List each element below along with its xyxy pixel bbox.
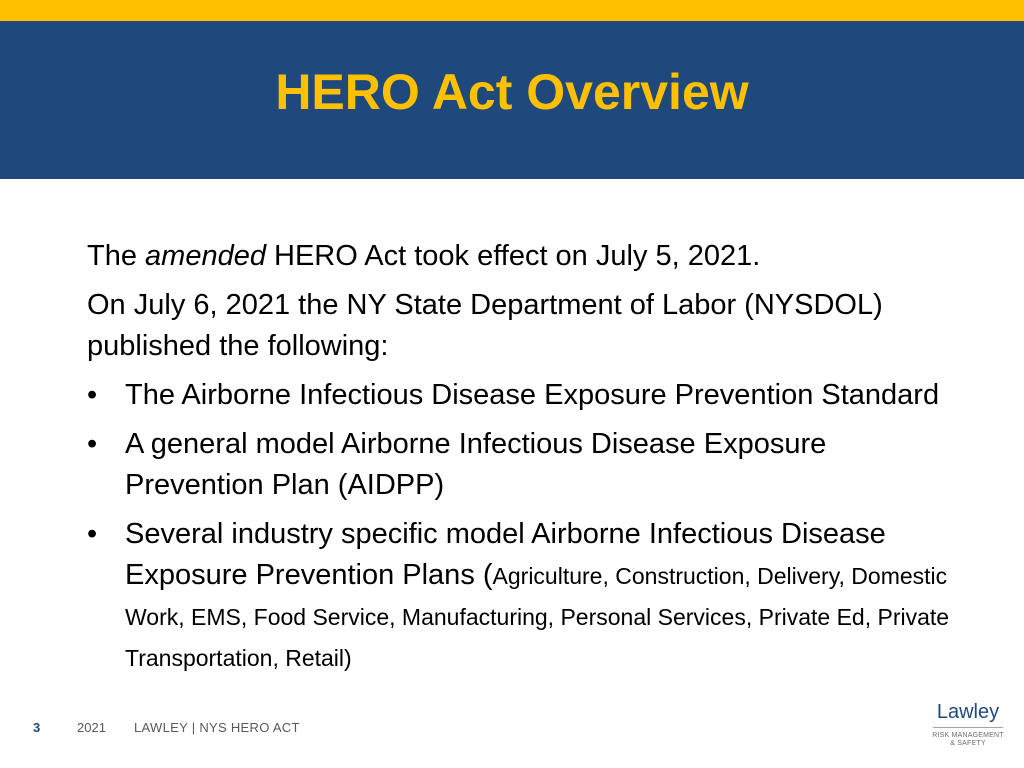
list-item [87,514,967,678]
line1-prefix: The [87,240,146,272]
logo-tagline-line2: & SAFETY [950,740,986,747]
logo-divider [933,727,1003,728]
list-item [87,424,967,506]
bullet-icon: • [87,518,98,550]
publication-line: On July 6, 2021 the NY State Department of Labor (NYSDOL) published the following: [87,289,883,362]
lawley-logo [927,700,1009,752]
footer-year: 2021 [77,720,106,735]
list-item-text: The Airborne Infectious Disease Exposure Prevention Standard [125,379,940,411]
list-item-text: A general model Airborne Infectious Disease Exposure Prevention Plan (AIDPP) [125,428,827,501]
slide-title: HERO Act Overview [275,64,749,120]
effective-date-line [87,236,967,277]
title-band [0,21,1024,179]
list-item [87,375,967,416]
logo-name: Lawley [936,701,1000,723]
published-items-list [87,375,967,678]
list-item-text: Several industry specific model Airborne Infectious Disease Exposure Prevention Plans ( [125,518,886,591]
bullet-icon: • [87,428,98,460]
line1-emphasis: amended [145,240,266,272]
industry-list-text: Agriculture, Construction, Delivery, Domestic Work, EMS, Food Service, Manufacturing, Personal Services, Private Ed, Private Transportation, Retail) [125,563,950,671]
page-number: 3 [33,720,41,735]
top-accent-stripe [0,0,1024,21]
logo-tagline-line1: RISK MANAGEMENT [932,732,1004,739]
slide-body [87,236,967,686]
line1-suffix: HERO Act took effect on July 5, 2021. [265,240,761,272]
bullet-icon: • [87,379,98,411]
footer-text: LAWLEY | NYS HERO ACT [134,720,300,735]
